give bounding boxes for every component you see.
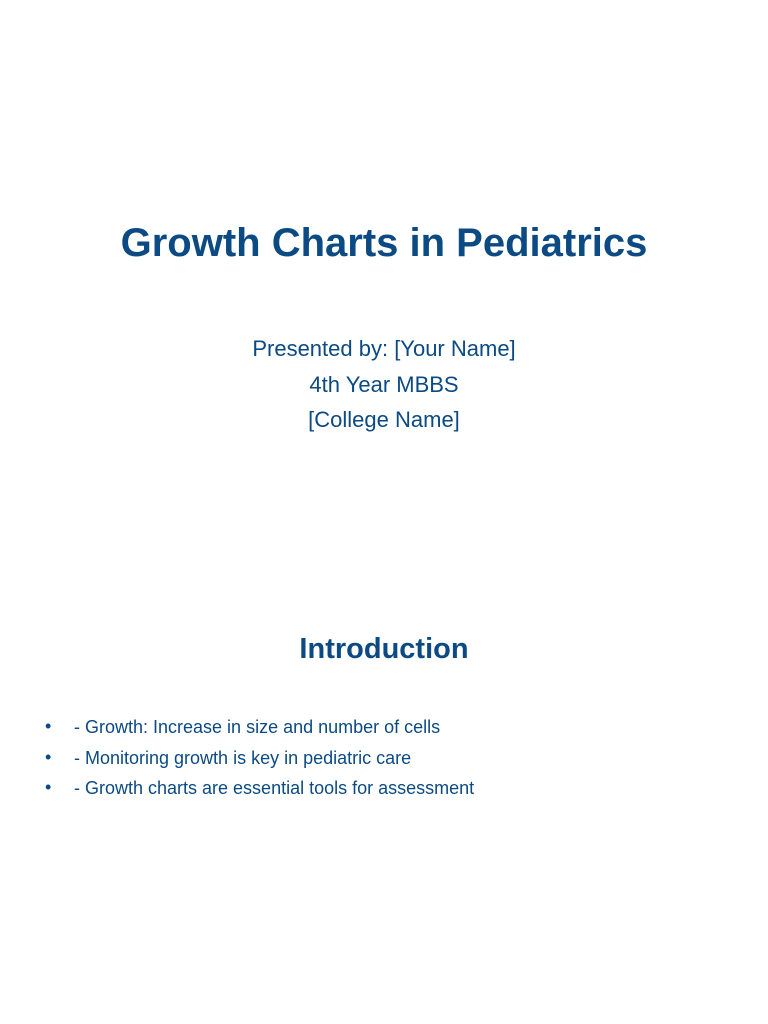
list-item xyxy=(40,714,740,745)
introduction-slide xyxy=(0,512,768,1024)
bullet-text: - Growth: Increase in size and number of cells xyxy=(74,717,441,737)
presenter-name: Presented by: [Your Name] xyxy=(252,336,516,361)
bullet-list xyxy=(40,714,740,806)
list-item xyxy=(40,745,740,776)
bullet-text: - Monitoring growth is key in pediatric care xyxy=(74,747,412,768)
bullet-icon: • xyxy=(45,716,52,736)
bullet-icon: • xyxy=(45,746,52,767)
presenter-college: [College Name] xyxy=(308,407,460,432)
presenter-year: 4th Year MBBS xyxy=(309,371,459,397)
section-heading: Introduction xyxy=(299,633,469,665)
bullet-text: - Growth charts are essential tools for assessment xyxy=(74,778,475,798)
presentation-title: Growth Charts in Pediatrics xyxy=(120,221,648,265)
presenter-info xyxy=(0,331,768,438)
list-item xyxy=(40,775,740,806)
bullet-icon: • xyxy=(45,777,52,797)
